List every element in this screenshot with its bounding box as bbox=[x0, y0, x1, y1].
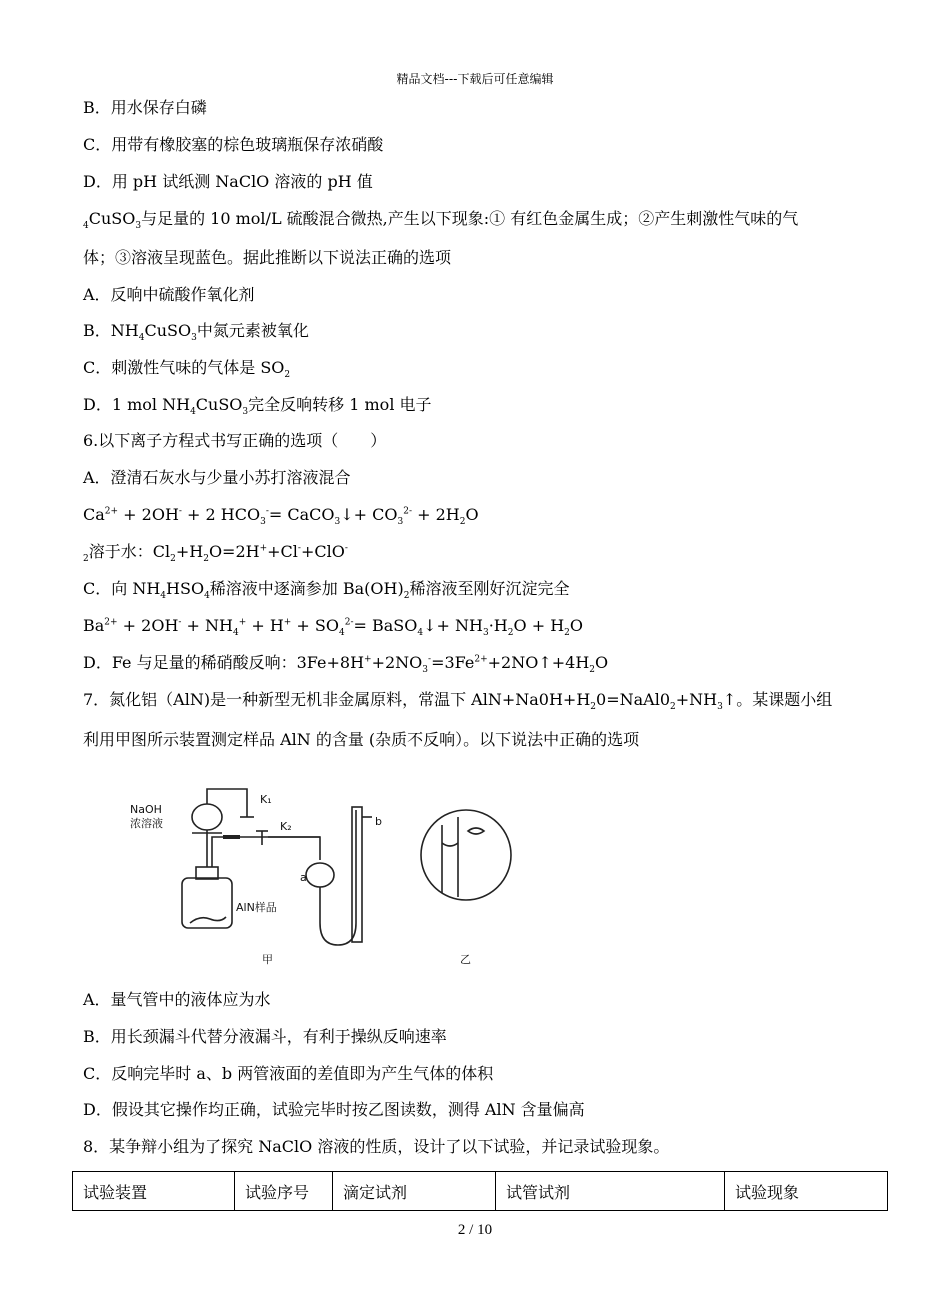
jia-label: 甲 bbox=[262, 953, 273, 966]
b-label: b bbox=[375, 815, 382, 828]
q4-option-c: C．用带有橡胶塞的棕色玻璃瓶保存浓硝酸 bbox=[83, 135, 384, 154]
table-header-cell: 试验现象 bbox=[725, 1172, 888, 1211]
q5-stem-line2: 体；③溶液呈现蓝色。据此推断以下说法正确的选项 bbox=[83, 248, 452, 267]
experiment-table bbox=[72, 1171, 888, 1211]
q5-option-b: B．$NH_4CuSO_3$中氮元素被氧化 bbox=[83, 321, 309, 344]
k2-label: K₂ bbox=[280, 820, 292, 833]
q7-option-b: B．用长颈漏斗代替分液漏斗，有利于操纵反响速率 bbox=[83, 1027, 447, 1046]
q6-option-d: D．Fe 与足量的稀硝酸反响：$3Fe+8H^++2NO_3^-=3Fe^{2+}+2NO↑+4H_2O$ bbox=[83, 653, 609, 676]
q5-option-d: D．1 mol $NH_4CuSO_3$完全反响转移 1 mol 电子 bbox=[83, 395, 432, 418]
q6-equation-c: $Ba^{2+} + 2OH^- + NH_4^+ + H^+ + SO_4^{2-}=$ BaSO$_4$↓+ $NH_3\cdot H_2O + H_2O$ bbox=[83, 616, 584, 639]
page-header: 精品文档---下载后可任意编辑 bbox=[396, 72, 554, 86]
q7-stem-line1: 7．氮化铝（AlN)是一种新型无机非金属原料，常温下 $AlN+Na0H+H_20=NaAl0_2+NH_3↑$。某课题小组 bbox=[83, 690, 833, 713]
reading-circle bbox=[421, 810, 511, 900]
q6-equation-a: $Ca^{2+} + 2OH^- + 2$ $HCO_3^-=$ CaCO$_3$↓+ $CO_3^{2-} + 2H_2O$ bbox=[83, 505, 479, 528]
q8-stem: 8．某争辩小组为了探究 NaClO 溶液的性质，设计了以下试验，并记录试验现象。 bbox=[83, 1137, 670, 1156]
page-number: 2 / 10 bbox=[457, 1222, 493, 1238]
q5-option-a: A．反响中硫酸作氧化剂 bbox=[83, 285, 255, 304]
yi-label: 乙 bbox=[460, 953, 471, 966]
table-header-cell: 试管试剂 bbox=[496, 1172, 725, 1211]
table-row bbox=[73, 1172, 888, 1211]
reaction-flask bbox=[182, 878, 232, 928]
naoh-label: NaOH bbox=[130, 803, 162, 816]
table-header-cell: 试验序号 bbox=[235, 1172, 333, 1211]
q4-option-b: B．用水保存白磷 bbox=[83, 98, 207, 117]
apparatus-figure bbox=[120, 775, 540, 970]
leveling-bulb bbox=[306, 863, 334, 887]
q7-option-d: D．假设其它操作均正确，试验完毕时按乙图读数，测得 AlN 含量偏高 bbox=[83, 1100, 585, 1119]
q5-option-c: C．刺激性气味的气体是 $SO_2$ bbox=[83, 358, 291, 381]
q7-option-a: A．量气管中的液体应为水 bbox=[83, 990, 271, 1009]
q6-stem: 6.以下离子方程式书写正确的选项（ ） bbox=[83, 431, 387, 450]
table-header-cell: 试验装置 bbox=[73, 1172, 235, 1211]
q7-stem-line2: 利用甲图所示装置测定样品 AlN 的含量 (杂质不反响）。以下说法中正确的选项 bbox=[83, 730, 640, 749]
q4-option-d: D．用 pH 试纸测 NaClO 溶液的 pH 值 bbox=[83, 172, 373, 191]
a-label: a bbox=[300, 871, 307, 884]
separatory-funnel bbox=[192, 804, 222, 830]
eye-icon bbox=[468, 828, 484, 834]
q6-option-c: C．向 $NH_4HSO_4$稀溶液中逐滴参加 $Ba(OH)_2$稀溶液至刚好沉淀完全 bbox=[83, 579, 570, 602]
gas-burette bbox=[352, 807, 362, 942]
table-header-cell: 滴定试剂 bbox=[333, 1172, 496, 1211]
sample-label: AlN样品 bbox=[236, 901, 277, 914]
q7-option-c: C．反响完毕时 a、b 两管液面的差值即为产生气体的体积 bbox=[83, 1064, 494, 1083]
q6-option-a: A．澄清石灰水与少量小苏打溶液混合 bbox=[83, 468, 351, 487]
k1-label: K₁ bbox=[260, 793, 272, 806]
naoh-label-2: 浓溶液 bbox=[130, 817, 163, 830]
q6-option-b: $_2$溶于水：$Cl_2+H_2O=2H^++Cl^-+ClO^-$ bbox=[83, 542, 348, 565]
q5-stem-line1: $_4$CuSO$_3$与足量的 10 mol/L 硫酸混合微热,产生以下现象:① 有红色金属生成；②产生刺激性气味的气 bbox=[83, 209, 799, 232]
